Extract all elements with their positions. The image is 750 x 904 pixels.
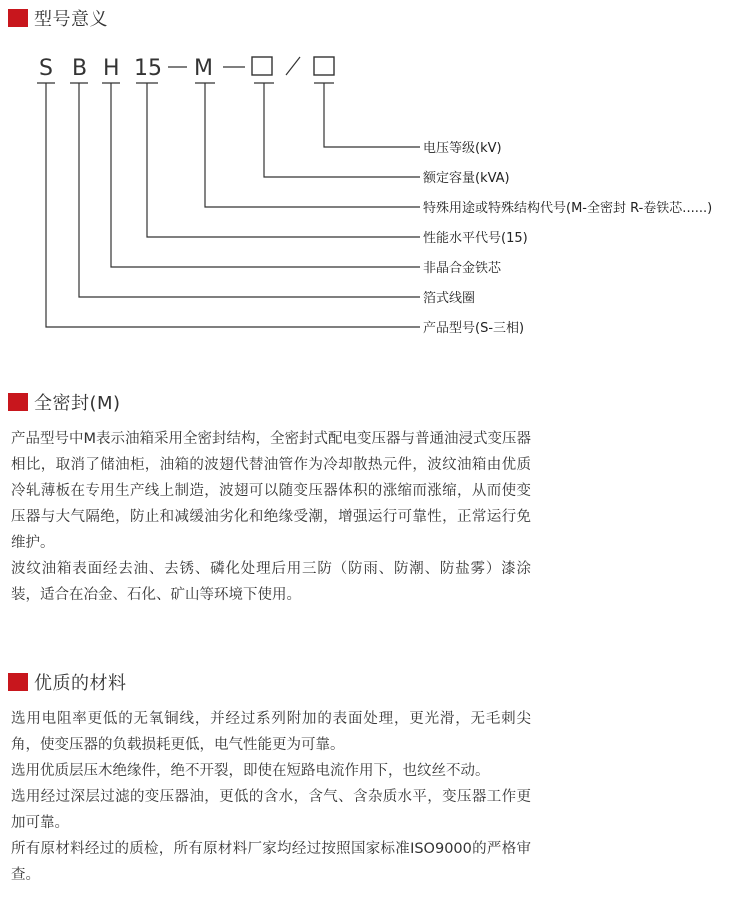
code-char-b: B [72, 56, 88, 81]
connector-special [205, 83, 420, 207]
label-voltage: 电压等级(kV) [423, 141, 502, 156]
materials-paragraph-1: 选用电阻率更低的无氧铜线，并经过系列附加的表面处理，更光滑，无毛刺尖角，使变压器的负载损耗更低，电气性能更为可靠。 [11, 711, 531, 753]
materials-paragraph-3: 选用经过深层过滤的变压器油，更低的含水，含气、含杂质水平，变压器工作更加可靠。 [11, 789, 531, 831]
section-header-model [8, 6, 108, 30]
section-header-sealed [8, 390, 121, 414]
code-char-s: S [39, 56, 53, 81]
code-slash [286, 57, 300, 75]
section-title: 型号意义 [34, 9, 108, 30]
connector-performance [147, 83, 420, 237]
connector-product [46, 83, 420, 327]
label-performance: 性能水平代号(15) [423, 231, 528, 246]
code-char-h: H [103, 56, 120, 81]
section-header-materials [8, 670, 127, 694]
model-code-diagram [0, 40, 750, 350]
code-box-voltage [314, 57, 334, 75]
code-char-15: 15 [134, 56, 162, 81]
code-box-capacity [252, 57, 272, 75]
sealed-paragraph-1: 产品型号中M表示油箱采用全密封结构，全密封式配电变压器与普通油浸式变压器相比，取消了储油柜，油箱的波翅代替油管作为冷却散热元件，波纹油箱由优质冷轧薄板在专用生产线上制造，波翅可以随变压器体积的涨缩而涨缩，从而使变压器与大气隔绝，防止和减缓油劣化和绝缘受潮，增强运行可靠性，正常运行免维护。 [11, 431, 532, 551]
label-product: 产品型号(S-三相) [423, 321, 525, 336]
connector-capacity [264, 83, 420, 177]
section-marker [8, 393, 28, 411]
label-coil: 箔式线圈 [423, 291, 476, 306]
connector-coil [79, 83, 420, 297]
section-title: 全密封(M) [34, 393, 121, 414]
sealed-paragraph-2: 波纹油箱表面经去油、去锈、磷化处理后用三防（防雨、防潮、防盐雾）漆涂装，适合在冶金、石化、矿山等环境下使用。 [11, 561, 531, 603]
label-special: 特殊用途或特殊结构代号(M-全密封 R-卷铁芯......) [423, 201, 713, 216]
materials-paragraph-2: 选用优质层压木绝缘件，绝不开裂，即使在短路电流作用下，也纹丝不动。 [11, 763, 490, 779]
section-marker [8, 673, 28, 691]
section-title: 优质的材料 [34, 673, 127, 694]
section-marker [8, 9, 28, 27]
code-char-m: M [194, 56, 213, 81]
label-capacity: 额定容量(kVA) [423, 171, 510, 186]
materials-paragraph-4: 所有原材料经过的质检，所有原材料厂家均经过按照国家标准ISO9000的严格审查。 [11, 841, 531, 883]
connector-core [111, 83, 420, 267]
connector-voltage [324, 83, 420, 147]
label-core: 非晶合金铁芯 [423, 261, 502, 276]
